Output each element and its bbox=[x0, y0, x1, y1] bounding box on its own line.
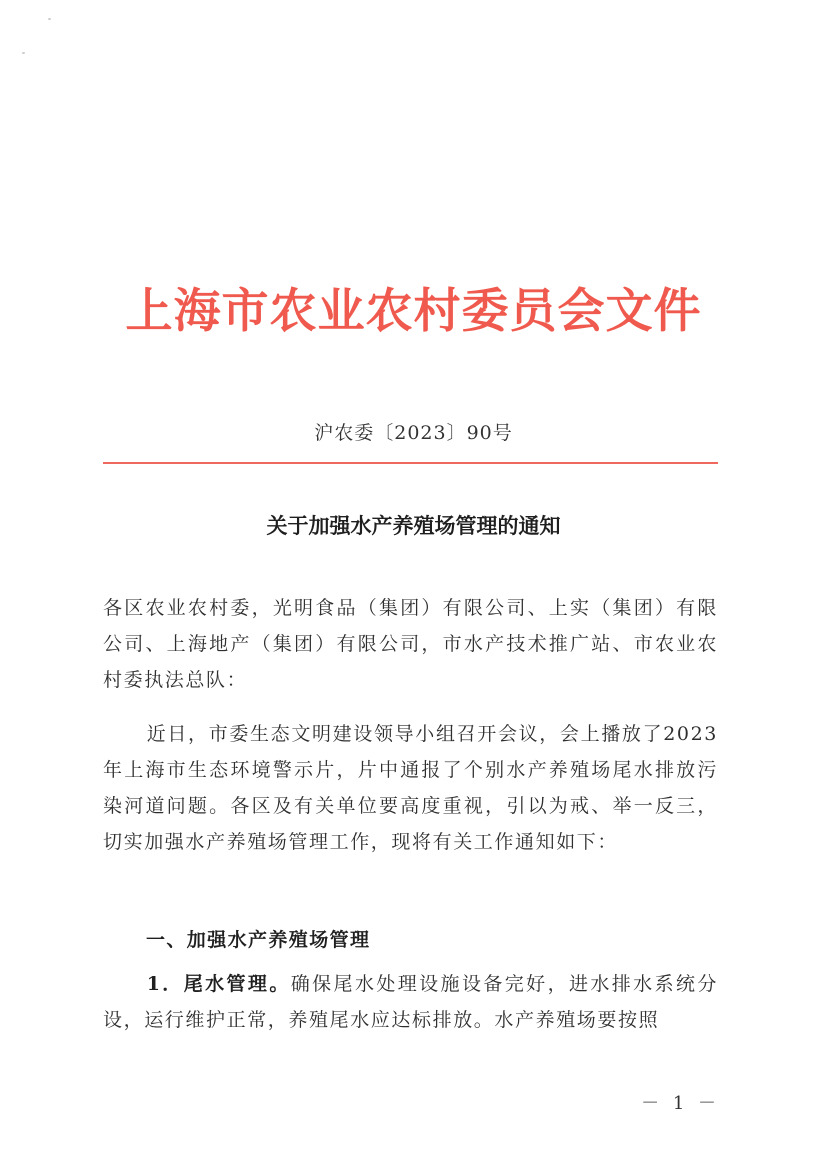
intro-paragraph: 近日，市委生态文明建设领导小组召开会议，会上播放了2023年上海市生态环境警示片，片中通报了个别水产养殖场尾水排放污染河道问题。各区及有关单位要高度重视，引以为戒、举一反三，切实加强水产养殖场管理工作，现将有关工作通知如下： bbox=[103, 723, 718, 853]
item1-lead: 1．尾水管理。 bbox=[146, 973, 291, 995]
intro-paragraph-block bbox=[103, 716, 718, 860]
scan-speck bbox=[48, 18, 51, 20]
addressee-text: 各区农业农村委，光明食品（集团）有限公司、上实（集团）有限公司、上海地产（集团）有限公司，市水产技术推广站、市农业农村委执法总队： bbox=[103, 597, 718, 691]
notice-title: 关于加强水产养殖场管理的通知 bbox=[266, 513, 561, 538]
page-number: － 1 － bbox=[641, 1093, 720, 1114]
masthead-title: 上海市农业农村委员会文件 bbox=[125, 284, 702, 339]
item1-text: 确保尾水处理设施设备完好，进水排水系统分设，运行维护正常，养殖尾水应达标排放。水产养殖场要按照 bbox=[103, 973, 718, 1031]
item1-paragraph-block bbox=[103, 966, 718, 1038]
section-heading: 一、加强水产养殖场管理 bbox=[146, 929, 371, 951]
item1-paragraph bbox=[103, 966, 718, 1038]
red-divider-rule bbox=[103, 462, 718, 464]
document-number: 沪农委〔2023〕90号 bbox=[314, 422, 513, 444]
addressee-block bbox=[103, 590, 718, 698]
scan-speck bbox=[22, 52, 25, 54]
